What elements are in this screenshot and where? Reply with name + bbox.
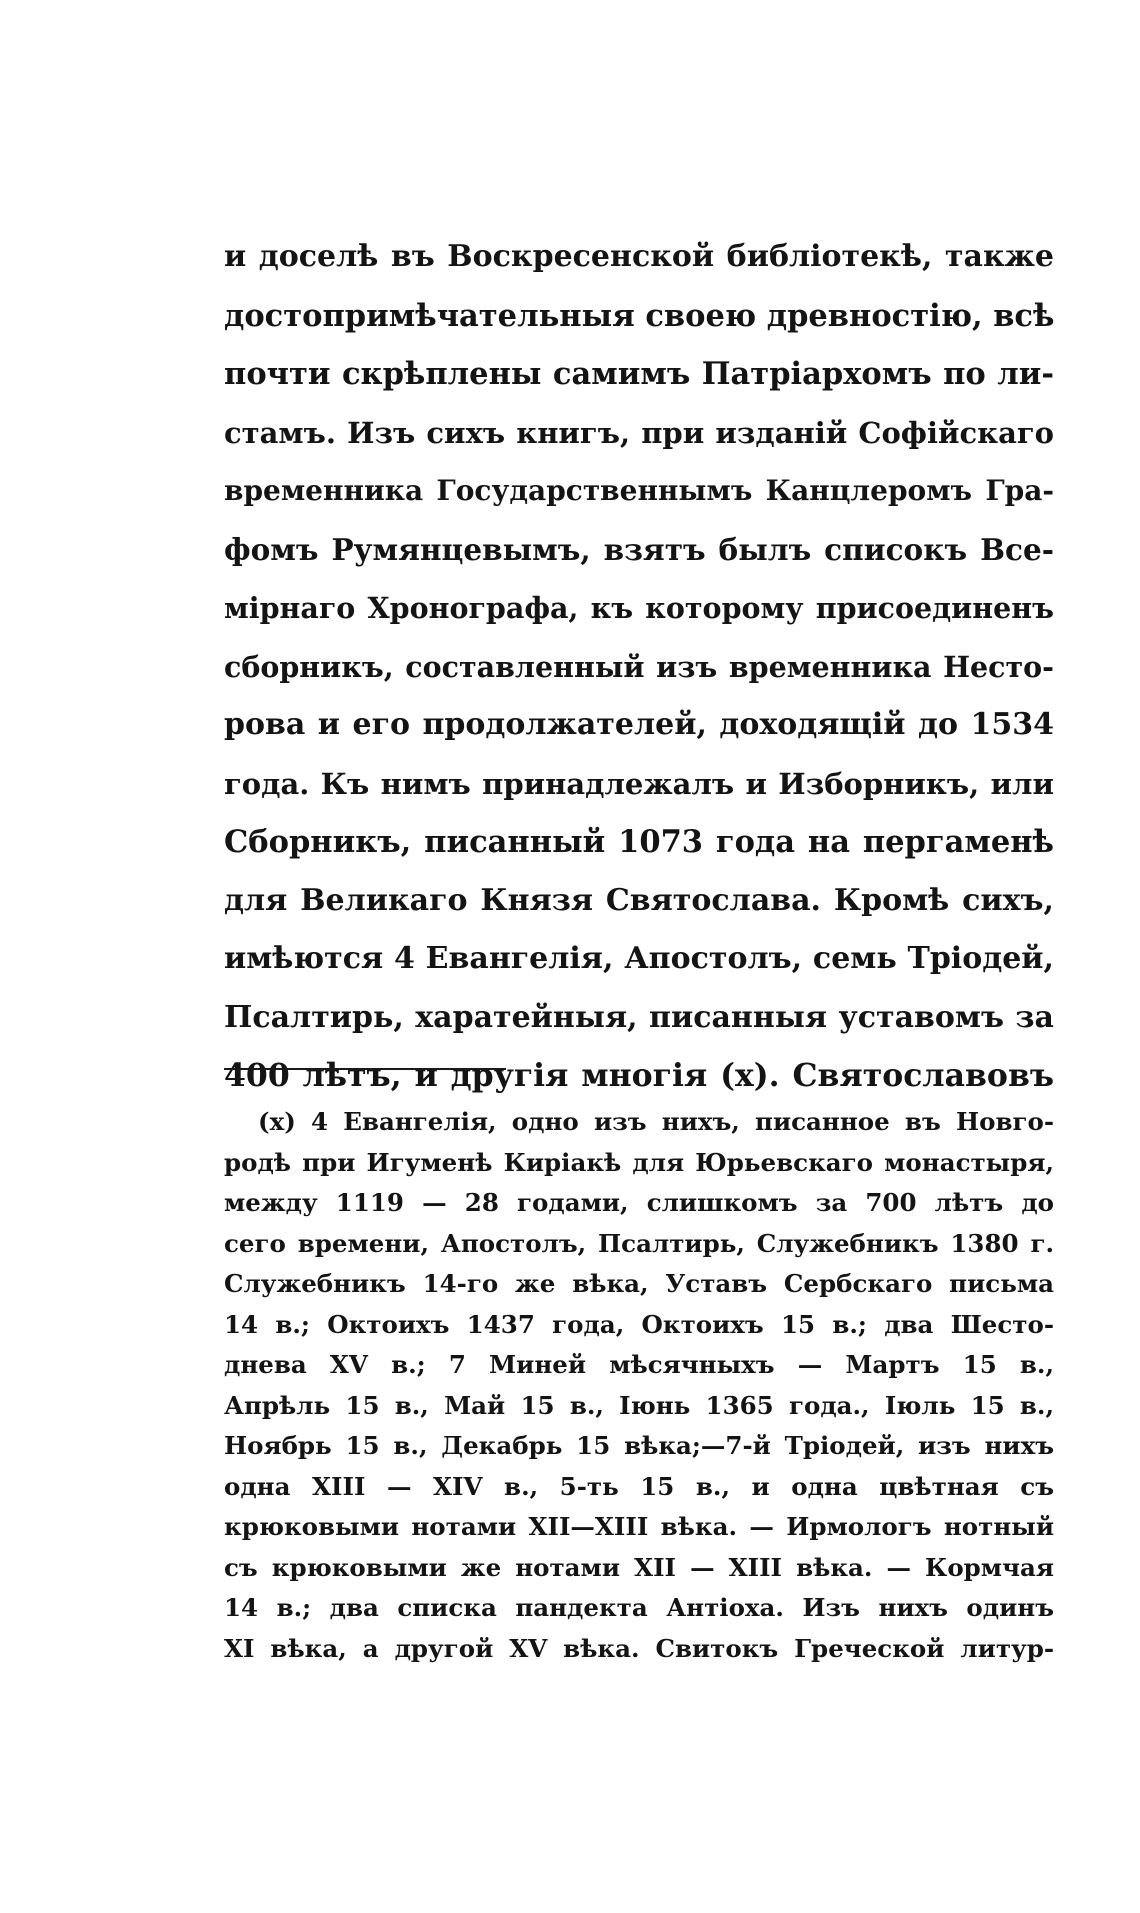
footnote-line: XI вѣка, а другой XV вѣка. Свитокъ Греческой литур- — [224, 1633, 1054, 1663]
footnote-line: родѣ при Игуменѣ Киріакѣ для Юрьевскаго монастыря, — [224, 1147, 1054, 1177]
footnote-divider — [224, 1068, 506, 1070]
main-text-line: 400 лѣтъ, и другія многія (x). Святославовъ — [224, 1057, 1054, 1094]
footnote-line: крюковыми нотами XII—XIII вѣка. — Ирмологъ нотный — [224, 1512, 1054, 1541]
main-text-line: фомъ Румянцевымъ, взятъ былъ списокъ Все- — [224, 531, 1054, 567]
footnote-line: 14 в.; два списка пандекта Антіоха. Изъ нихъ одинъ — [224, 1593, 1054, 1622]
footnote-line: Служебникъ 14-го же вѣка, Уставъ Сербскаго письма — [224, 1269, 1054, 1298]
main-text-line: Сборникъ, писанный 1073 года на пергаменѣ — [224, 824, 1054, 860]
main-text-line: и доселѣ въ Воскресенской библіотекѣ, также — [224, 239, 1054, 274]
main-text-block — [224, 228, 1054, 1106]
footnote-block — [224, 1102, 1054, 1669]
main-text-line: стамъ. Изъ сихъ книгъ, при изданій Софійскаго — [224, 415, 1054, 450]
main-text-line: рова и его продолжателей, доходящій до 1534 — [224, 707, 1054, 742]
main-text-line: года. Къ нимъ принадлежалъ и Изборникъ, или — [224, 766, 1054, 801]
main-text-line: временника Государственнымъ Канцлеромъ Гра- — [224, 474, 1054, 507]
footnote-line: между 1119 — 28 годами, слишкомъ за 700 лѣтъ до — [224, 1188, 1054, 1217]
main-text-line: достопримѣчательныя своею древностію, всѣ — [224, 297, 1055, 334]
footnote-line: сего времени, Апостолъ, Псалтирь, Служебникъ 1380 г. — [224, 1228, 1054, 1258]
footnote-line: одна XIII — XIV в., 5-ть 15 в., и одна цвѣтная съ — [224, 1471, 1054, 1501]
main-text-line: имѣются 4 Евангелія, Апостолъ, семь Тріодей, — [224, 941, 1054, 976]
footnote-line: Апрѣль 15 в., Май 15 в., Іюнь 1365 года., Іюль 15 в., — [224, 1390, 1054, 1420]
main-text-line: Псалтирь, харатейныя, писанныя уставомъ за — [224, 999, 1054, 1035]
footnote-line: днева XV в.; 7 Миней мѣсячныхъ — Мартъ 15 в., — [224, 1350, 1054, 1379]
footnote-line: съ крюковыми же нотами XII — XIII вѣка. — Кормчая — [224, 1552, 1054, 1582]
footnote-line: Ноябрь 15 в., Декабрь 15 вѣка;—7-й Тріодей, изъ нихъ — [224, 1431, 1054, 1460]
main-text-line: мірнаго Хронографа, къ которому присоединенъ — [224, 591, 1054, 625]
main-text-line: для Великаго Князя Святослава. Кромѣ сихъ, — [224, 882, 1054, 918]
footnote-line: 14 в.; Октоихъ 1437 года, Октоихъ 15 в.; два Шесто- — [224, 1309, 1054, 1339]
main-text-line: почти скрѣплены самимъ Патріархомъ по ли- — [224, 356, 1054, 392]
main-text-line: сборникъ, составленный изъ временника Несто- — [224, 649, 1054, 684]
footnote-line: (x) 4 Евангелія, одно изъ нихъ, писанное въ Новго- — [258, 1107, 1054, 1136]
